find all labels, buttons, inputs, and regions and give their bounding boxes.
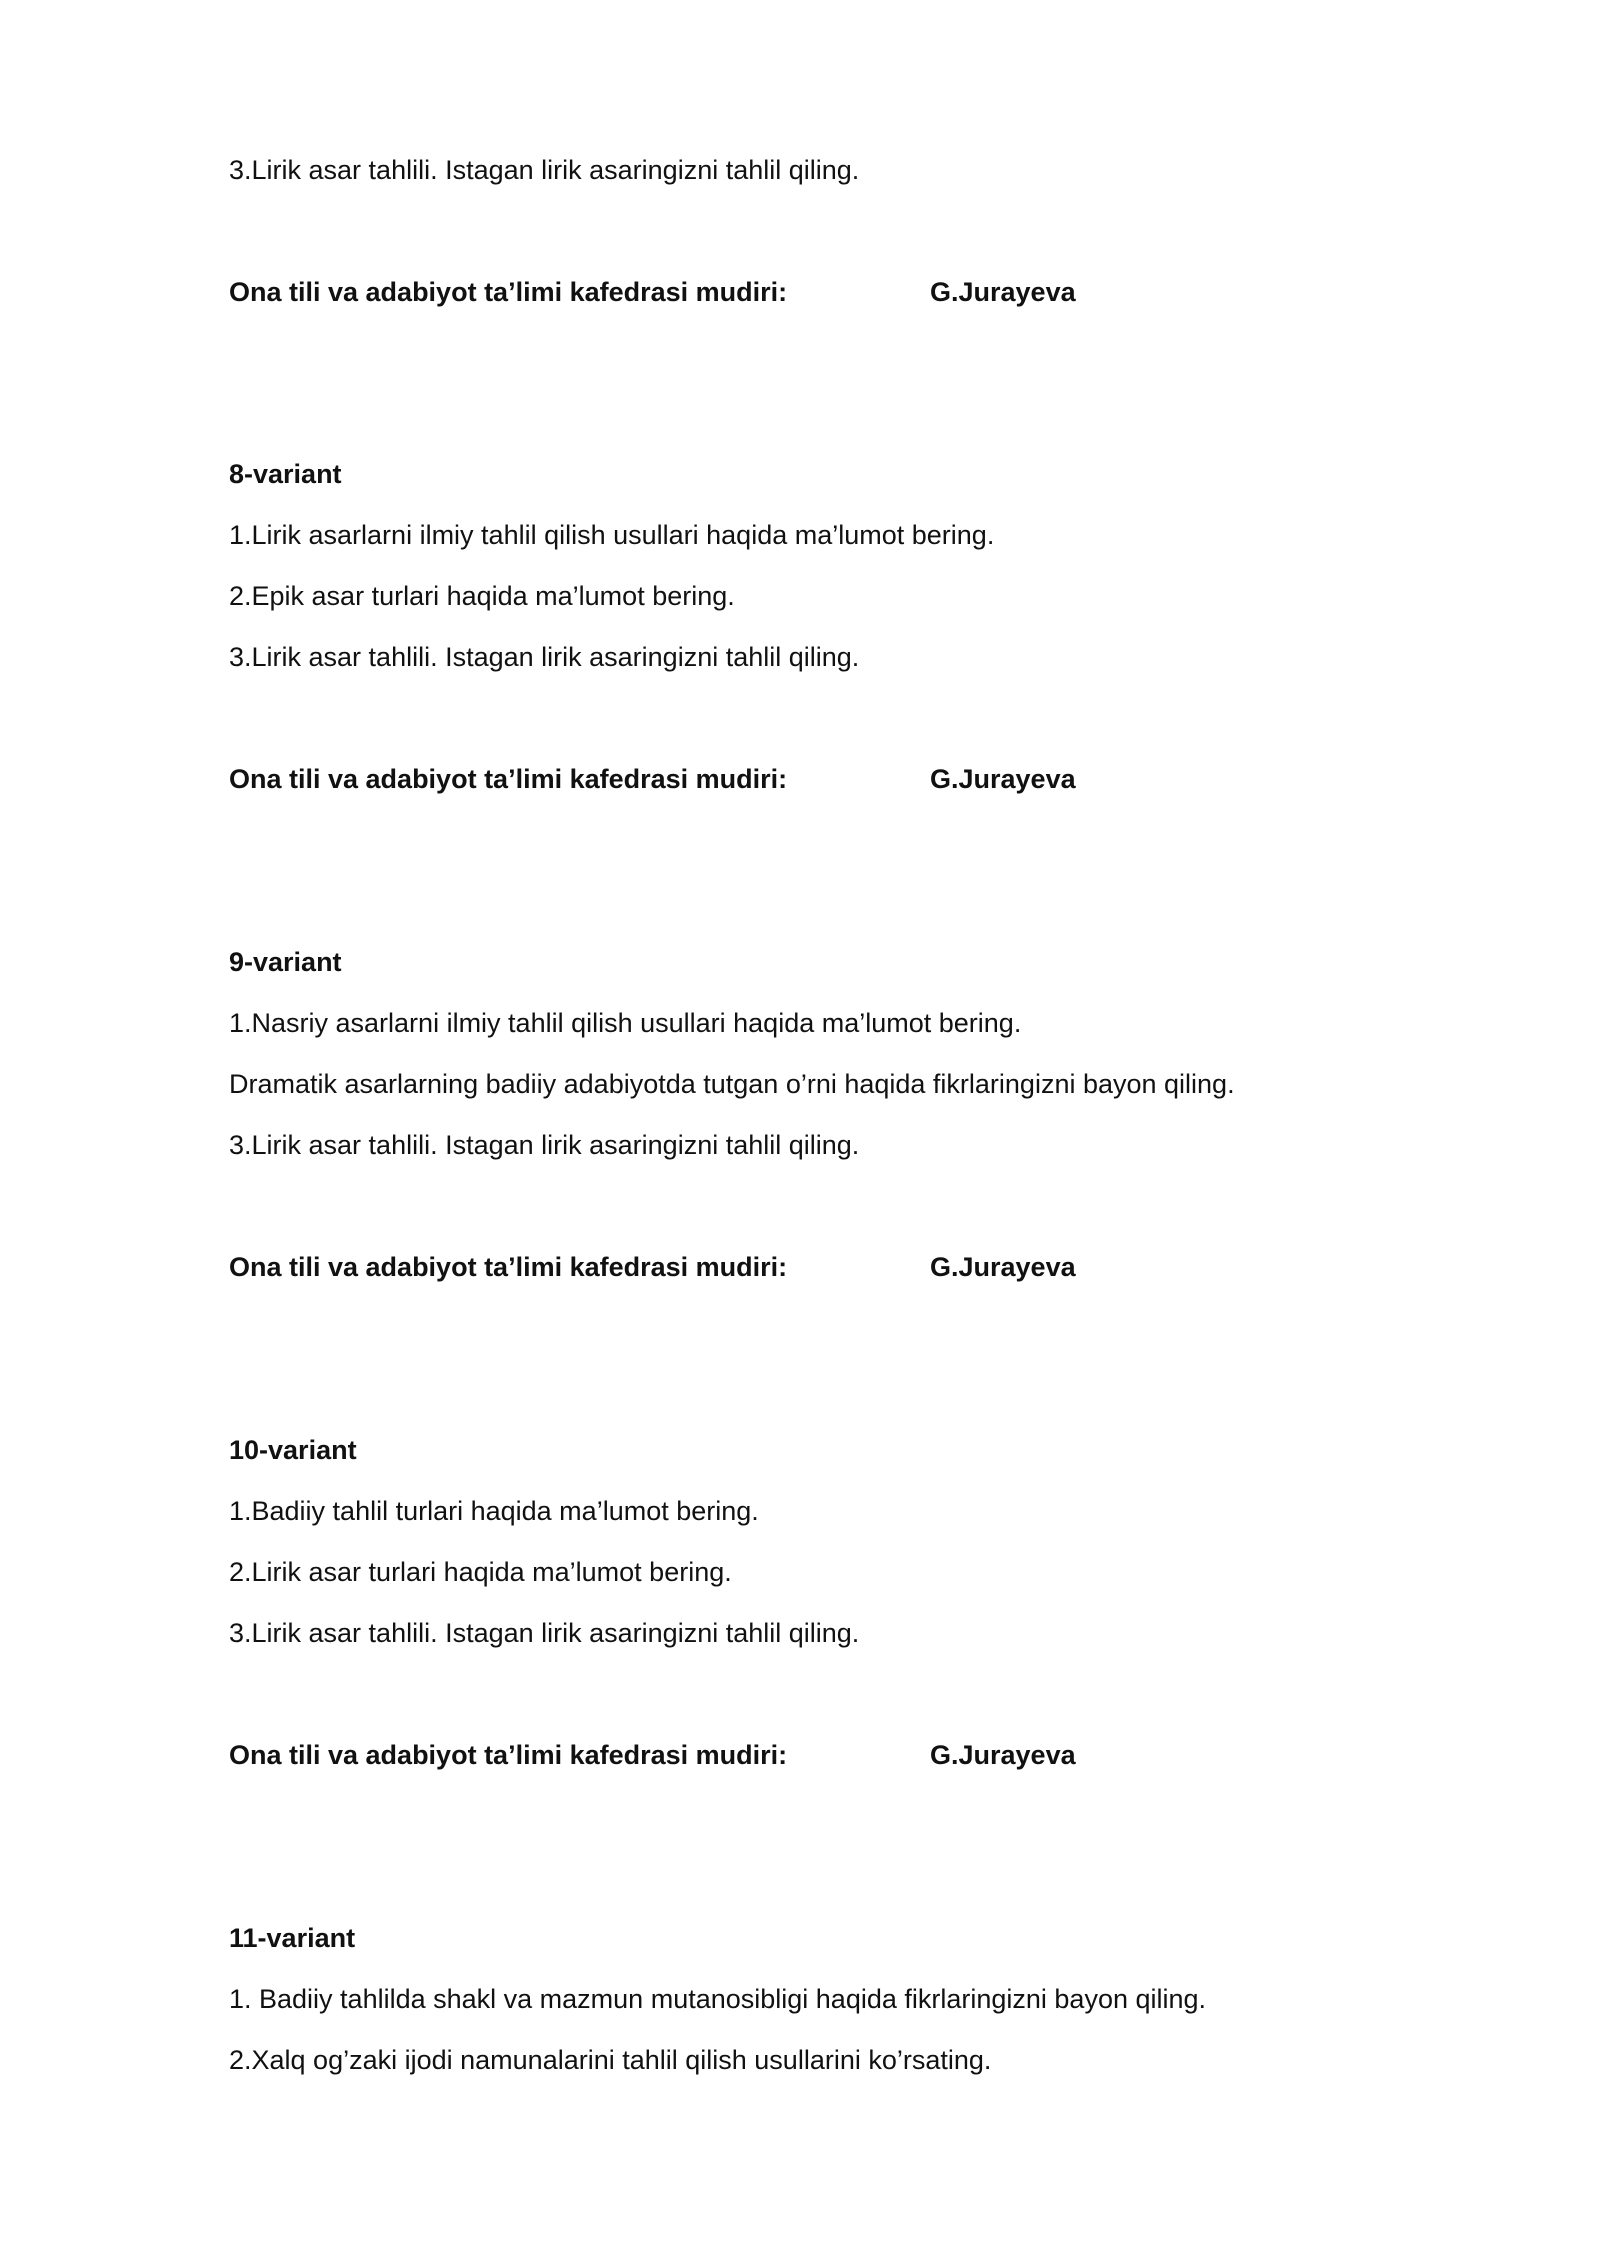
question-item: 1.Nasriy asarlarni ilmiy tahlil qilish usullari haqida ma’lumot bering. xyxy=(229,1008,1022,1038)
variant-title: 9-variant xyxy=(229,947,342,977)
intro-question: 3.Lirik asar tahlili. Istagan lirik asaringizni tahlil qiling. xyxy=(229,155,860,185)
question-item: 1. Badiiy tahlilda shakl va mazmun mutanosibligi haqida fikrlaringizni bayon qiling. xyxy=(229,1984,1207,2014)
question-item: 1.Lirik asarlarni ilmiy tahlil qilish usullari haqida ma’lumot bering. xyxy=(229,520,995,550)
signature-name: G.Jurayeva xyxy=(930,764,1076,794)
variant-title: 8-variant xyxy=(229,459,342,489)
question-item: 2.Lirik asar turlari haqida ma’lumot bering. xyxy=(229,1557,732,1587)
question-item: 2.Xalq og’zaki ijodi namunalarini tahlil qilish usullarini ko’rsating. xyxy=(229,2045,992,2075)
question-item: 3.Lirik asar tahlili. Istagan lirik asaringizni tahlil qiling. xyxy=(229,1618,860,1648)
variant-title: 11-variant xyxy=(229,1923,356,1953)
signature-label: Ona tili va adabiyot ta’limi kafedrasi mudiri: xyxy=(229,277,788,307)
signature-name: G.Jurayeva xyxy=(930,277,1076,307)
signature-name: G.Jurayeva xyxy=(930,1252,1076,1282)
variant-title: 10-variant xyxy=(229,1435,357,1465)
signature-label: Ona tili va adabiyot ta’limi kafedrasi mudiri: xyxy=(229,1740,788,1770)
question-item: 3.Lirik asar tahlili. Istagan lirik asaringizni tahlil qiling. xyxy=(229,642,860,672)
signature-label: Ona tili va adabiyot ta’limi kafedrasi mudiri: xyxy=(229,764,788,794)
question-item: 3.Lirik asar tahlili. Istagan lirik asaringizni tahlil qiling. xyxy=(229,1130,860,1160)
question-item: 1.Badiiy tahlil turlari haqida ma’lumot bering. xyxy=(229,1496,759,1526)
signature-name: G.Jurayeva xyxy=(930,1740,1076,1770)
question-item: Dramatik asarlarning badiiy adabiyotda tutgan o’rni haqida fikrlaringizni bayon qiling. xyxy=(229,1069,1235,1099)
question-item: 2.Epik asar turlari haqida ma’lumot bering. xyxy=(229,581,735,611)
signature-label: Ona tili va adabiyot ta’limi kafedrasi mudiri: xyxy=(229,1252,788,1282)
